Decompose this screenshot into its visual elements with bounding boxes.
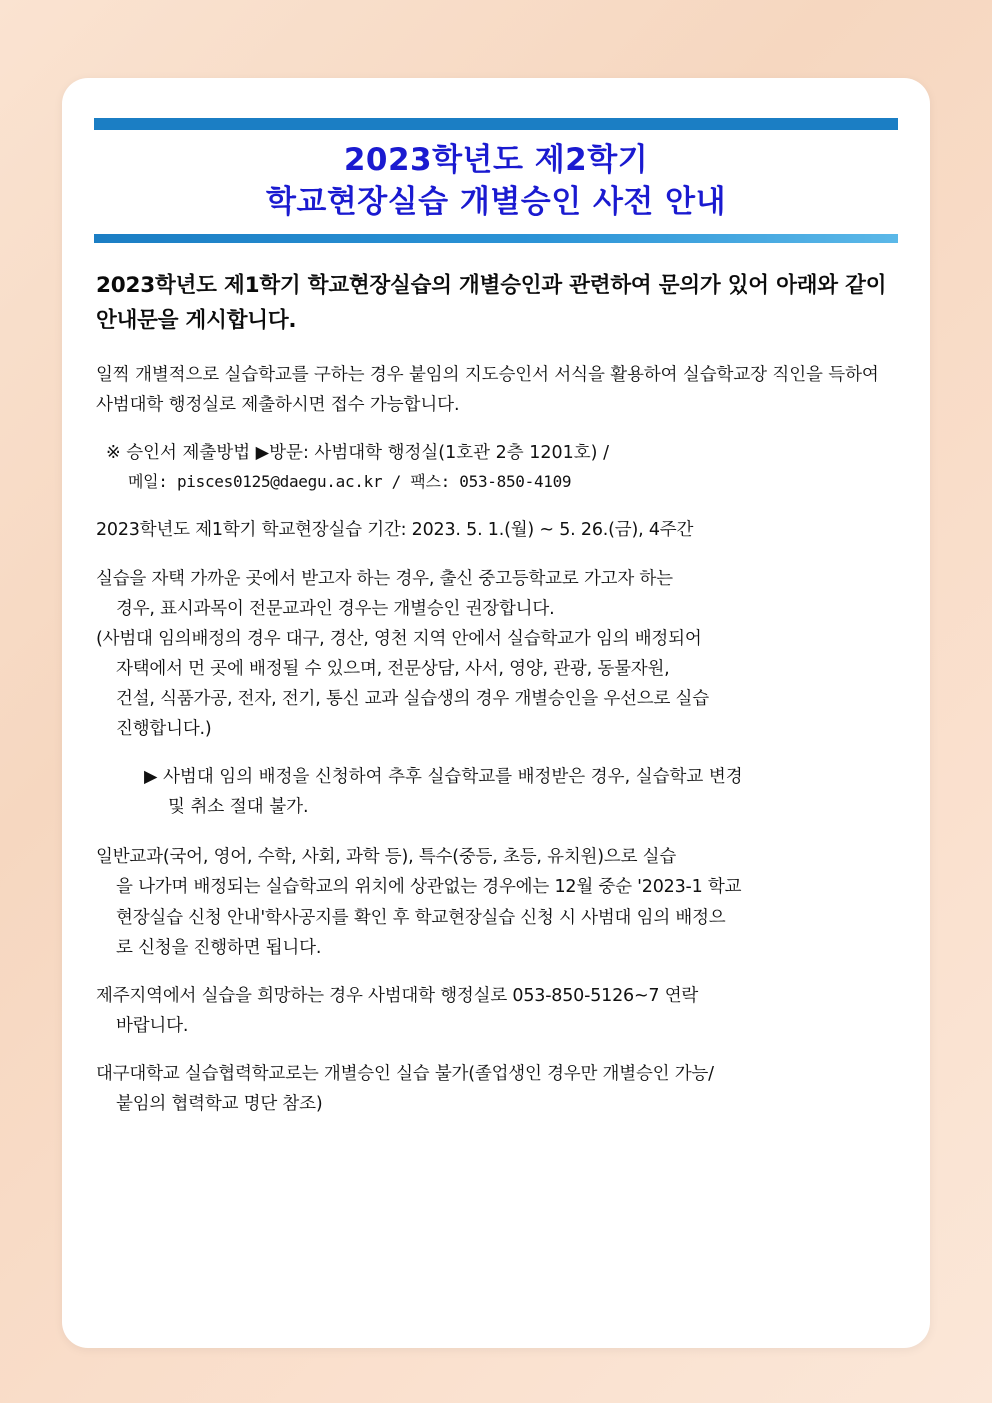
title-line-2: 학교현장실습 개별승인 사전 안내 — [265, 183, 727, 220]
list-item — [96, 1059, 896, 1119]
submission-note-line-1: ※ 승인서 제출방법 ▶방문: 사범대학 행정실(1호관 2층 1201호) / — [106, 442, 609, 463]
document-sheet — [62, 78, 930, 1348]
list-item-line: 진행합니다.) — [116, 719, 212, 740]
arrow-note-line-2: 및 취소 절대 불가. — [168, 797, 309, 818]
list-item-line: (사범대 임의배정의 경우 대구, 경산, 영천 지역 안에서 실습학교가 임의 배정되어 — [96, 628, 702, 649]
list-item-line: 일반교과(국어, 영어, 수학, 사회, 과학 등), 특수(중등, 초등, 유치원)으로 실습 — [96, 847, 677, 868]
list-item-line: 자택에서 먼 곳에 배정될 수 있으며, 전문상담, 사서, 영양, 관광, 동물자원, — [116, 658, 670, 679]
list-item-line: 경우, 표시과목이 전문교과인 경우는 개별승인 권장합니다. — [116, 598, 555, 619]
document-inner — [62, 78, 930, 1348]
list-item-line: 제주지역에서 실습을 희망하는 경우 사범대학 행정실로 053-850-5126~7 연락 — [96, 985, 699, 1006]
list-item — [96, 564, 896, 745]
list-item-line: 실습을 자택 가까운 곳에서 받고자 하는 경우, 출신 중고등학교로 가고자 하는 — [96, 568, 673, 589]
list-item-line: 2023학년도 제1학기 학교현장실습 기간: 2023. 5. 1.(월) ~ 5. 26.(금), 4주간 — [96, 520, 694, 541]
title-rule-bottom — [94, 234, 898, 243]
list-item-line: 건설, 식품가공, 전자, 전기, 통신 교과 실습생의 경우 개별승인을 우선으로 실습 — [116, 688, 709, 709]
intro-paragraph: 일찍 개별적으로 실습학교를 구하는 경우 붙임의 지도승인서 서식을 활용하여 실습학교장 직인을 득하여 사범대학 행정실로 제출하시면 접수 가능합니다. — [96, 365, 879, 416]
list-item — [96, 981, 896, 1041]
list-item-line: 을 나가며 배정되는 실습학교의 위치에 상관없는 경우에는 12월 중순 '2023-1 학교 — [116, 877, 742, 898]
lead-paragraph: 2023학년도 제1학기 학교현장실습의 개별승인과 관련하여 문의가 있어 아래와 같이 안내문을 게시합니다. — [96, 272, 887, 333]
list-item — [96, 842, 896, 962]
list-item-line: 대구대학교 실습협력학교로는 개별승인 실습 불가(졸업생인 경우만 개별승인 가능/ — [96, 1063, 714, 1084]
document-body — [96, 243, 896, 1119]
title-block — [94, 118, 898, 243]
list-item-line: 현장실습 신청 안내'학사공지를 확인 후 학교현장실습 신청 시 사범대 임의 배정으 — [116, 907, 726, 928]
list-item-line: 바랍니다. — [116, 1015, 189, 1036]
list-item-line: 로 신청을 진행하면 됩니다. — [116, 937, 322, 958]
list-item — [96, 515, 896, 545]
title-line-1: 2023학년도 제2학기 — [343, 142, 649, 178]
submission-note — [106, 439, 896, 496]
submission-note-line-2: 메일: pisces0125@daegu.ac.kr / 팩스: 053-850-4109 — [128, 472, 572, 492]
title-rule-top — [94, 118, 898, 130]
arrow-note-line-1: ▶ 사범대 임의 배정을 신청하여 추후 실습학교를 배정받은 경우, 실습학교 변경 — [144, 767, 743, 788]
arrow-note — [144, 762, 896, 822]
list-item-line: 붙임의 협력학교 명단 참조) — [116, 1093, 323, 1114]
document-title — [94, 130, 898, 228]
